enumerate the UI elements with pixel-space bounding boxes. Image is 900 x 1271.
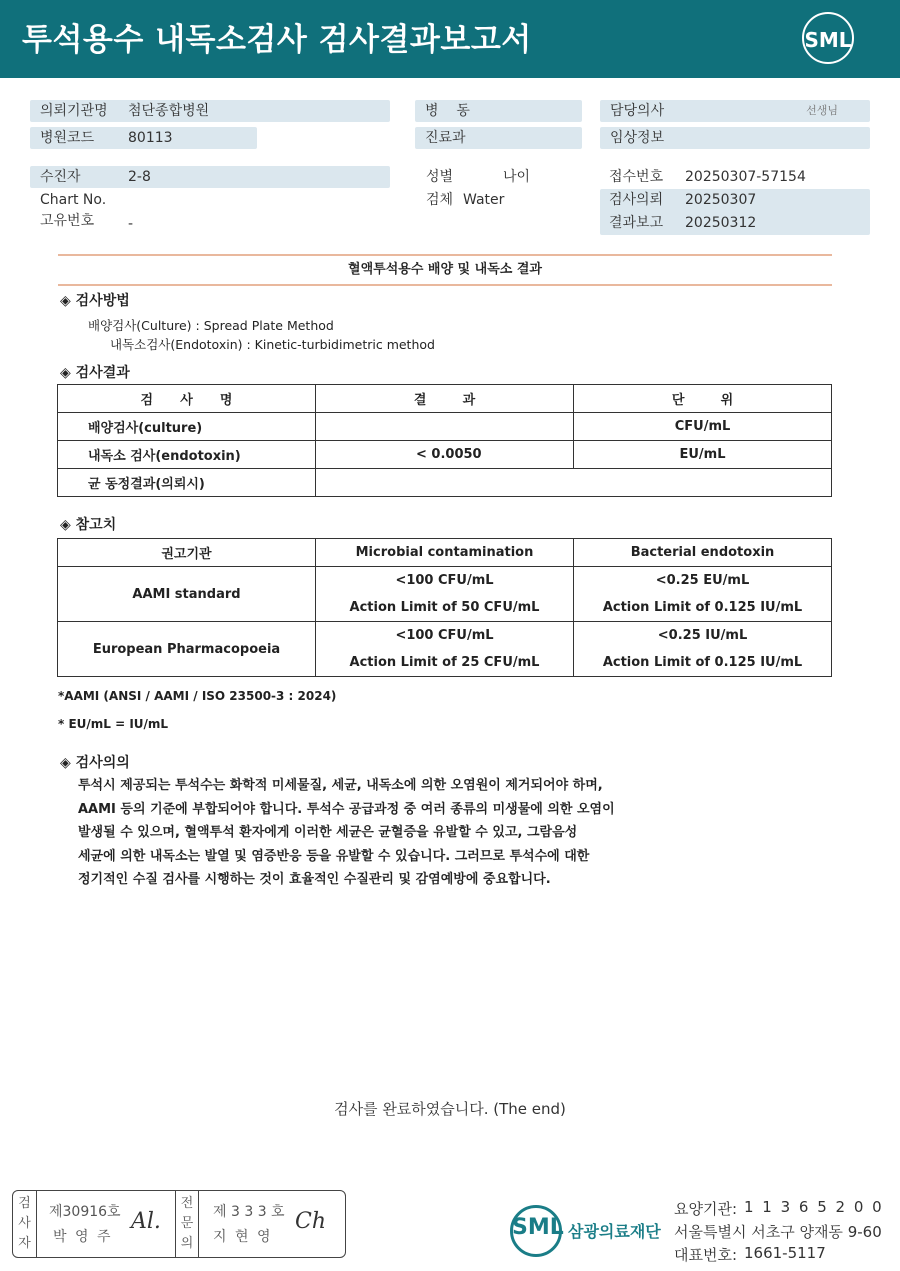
hospital-code-value: 80113 [128, 130, 173, 146]
specialist-label: 전문의 [175, 1191, 199, 1257]
result-name: 내독소 검사(endotoxin) [58, 441, 316, 469]
reference-table [57, 538, 832, 677]
results-col-result: 결 과 [316, 385, 574, 413]
significance-text [78, 774, 615, 892]
clinical-info-field [600, 127, 870, 149]
results-heading: ◈ 검사결과 [60, 365, 130, 381]
report-title: 투석용수 내독소검사 검사결과보고서 [22, 22, 532, 58]
specimen-value: Water [463, 192, 505, 208]
table-row [58, 622, 832, 650]
patient-field [30, 166, 390, 188]
results-col-unit: 단 위 [574, 385, 832, 413]
receipt-value: 20250307-57154 [685, 169, 806, 185]
method-line-1: 배양검사(Culture) : Spread Plate Method [88, 318, 334, 333]
method-line-2: 내독소검사(Endotoxin) : Kinetic-turbidimetric method [110, 337, 435, 352]
department-field [415, 127, 582, 149]
request-value: 20250307 [685, 192, 757, 208]
specimen-label: 검체 [426, 192, 454, 208]
doctor-field [600, 100, 870, 122]
significance-line: 세균에 의한 내독소는 발열 및 염증반응 등을 유발할 수 있습니다. 그러므로 투석수에 대한 [78, 848, 590, 864]
footer-org-name: 삼광의료재단 [568, 1222, 661, 1241]
result-unit: EU/mL [574, 441, 832, 469]
header-bar [0, 0, 900, 78]
examiner-label: 검사자 [13, 1191, 37, 1257]
patient-label: 수진자 [40, 169, 81, 185]
reference-micro-limit: <100 CFU/mL [316, 567, 574, 595]
reference-note-1: *AAMI (ANSI / AAMI / ISO 23500-3 : 2024) [58, 689, 337, 703]
footer-code-label: 요양기관: [674, 1200, 738, 1218]
significance-line: 정기적인 수질 검사를 시행하는 것이 효율적인 수질관리 및 감염예방에 중요합니다. [78, 872, 551, 887]
significance-line: AAMI 등의 기준에 부합되어야 합니다. 투석수 공급과정 중 여러 종류의 미생물에 의한 오염이 [78, 801, 615, 817]
reference-endo-limit: <0.25 IU/mL [574, 622, 832, 650]
reference-heading: ◈ 참고치 [60, 517, 117, 533]
footer-address: 서울특별시 서초구 양재동 9-60 [674, 1223, 882, 1241]
dates-field [600, 189, 870, 235]
table-row [58, 469, 832, 497]
significance-heading: ◈ 검사의의 [60, 755, 130, 771]
clinical-label: 임상정보 [610, 130, 665, 146]
sex-label: 성별 [426, 169, 454, 185]
sml-logo-icon [802, 12, 854, 64]
receipt-label: 접수번호 [609, 169, 664, 185]
footer-brand: SML [512, 1215, 564, 1240]
id-label: 고유번호 [40, 213, 95, 229]
specialist-signature-icon: Ch [295, 1209, 327, 1234]
reference-org: European Pharmacopoeia [58, 622, 316, 677]
reference-micro-action: Action Limit of 50 CFU/mL [316, 594, 574, 622]
report-label: 결과보고 [609, 215, 664, 231]
reference-endo-limit: <0.25 EU/mL [574, 567, 832, 595]
table-row [58, 567, 832, 595]
section-title: 혈액투석용수 배양 및 내독소 결과 [58, 254, 832, 286]
result-name: 균 동정결과(의뢰시) [58, 469, 316, 497]
specialist-number: 제 3 3 3 호 [213, 1204, 285, 1220]
report-value: 20250312 [685, 215, 757, 231]
result-value [316, 469, 832, 497]
reference-col-org: 권고기관 [58, 539, 316, 567]
reference-note-2: * EU/mL = IU/mL [58, 717, 169, 731]
doctor-label: 담당의사 [610, 103, 665, 119]
institution-field [30, 100, 390, 122]
results-table [57, 384, 832, 497]
patient-value: 2-8 [128, 169, 151, 185]
result-name: 배양검사(culture) [58, 413, 316, 441]
reference-micro-action: Action Limit of 25 CFU/mL [316, 649, 574, 677]
reference-micro-limit: <100 CFU/mL [316, 622, 574, 650]
signature-stamp [12, 1190, 346, 1258]
reference-col-micro: Microbial contamination [316, 539, 574, 567]
doctor-suffix: 선생님 [806, 104, 838, 117]
department-label: 진료과 [425, 130, 466, 146]
id-value: - [128, 216, 134, 232]
ward-label: 병 동 [425, 103, 470, 119]
chart-label: Chart No. [40, 192, 107, 208]
ward-field [415, 100, 582, 122]
result-value: < 0.0050 [316, 441, 574, 469]
institution-value: 첨단종합병원 [128, 103, 210, 119]
footer-phone-value: 1661-5117 [744, 1244, 826, 1262]
examiner-number: 제30916호 [49, 1204, 121, 1220]
request-label: 검사의뢰 [609, 192, 664, 208]
method-heading: ◈ 검사방법 [60, 293, 130, 309]
result-unit: CFU/mL [574, 413, 832, 441]
reference-endo-action: Action Limit of 0.125 IU/mL [574, 594, 832, 622]
age-label: 나이 [503, 169, 531, 185]
reference-org: AAMI standard [58, 567, 316, 622]
end-text: 검사를 완료하였습니다. (The end) [334, 1100, 566, 1118]
table-row [58, 441, 832, 469]
significance-line: 투석시 제공되는 투석수는 화학적 미세물질, 세균, 내독소에 의한 오염원이 제거되어야 하며, [78, 778, 603, 793]
reference-endo-action: Action Limit of 0.125 IU/mL [574, 649, 832, 677]
table-row [58, 413, 832, 441]
specialist-name: 지 현 영 [213, 1229, 273, 1245]
institution-label: 의뢰기관명 [40, 103, 108, 119]
footer-phone-label: 대표번호: [674, 1246, 738, 1264]
examiner-signature-icon: Al. [131, 1209, 161, 1234]
hospital-code-field [30, 127, 257, 149]
significance-line: 발생될 수 있으며, 혈액투석 환자에게 이러한 세균은 균혈증을 유발할 수 있고, 그람음성 [78, 825, 578, 840]
hospital-code-label: 병원코드 [40, 130, 95, 146]
results-col-name: 검 사 명 [58, 385, 316, 413]
footer-code-value: 1 1 3 6 5 2 0 0 [744, 1198, 884, 1216]
logo-text: SML [804, 28, 852, 52]
examiner-name: 박 영 주 [53, 1229, 113, 1245]
reference-col-endo: Bacterial endotoxin [574, 539, 832, 567]
result-value [316, 413, 574, 441]
